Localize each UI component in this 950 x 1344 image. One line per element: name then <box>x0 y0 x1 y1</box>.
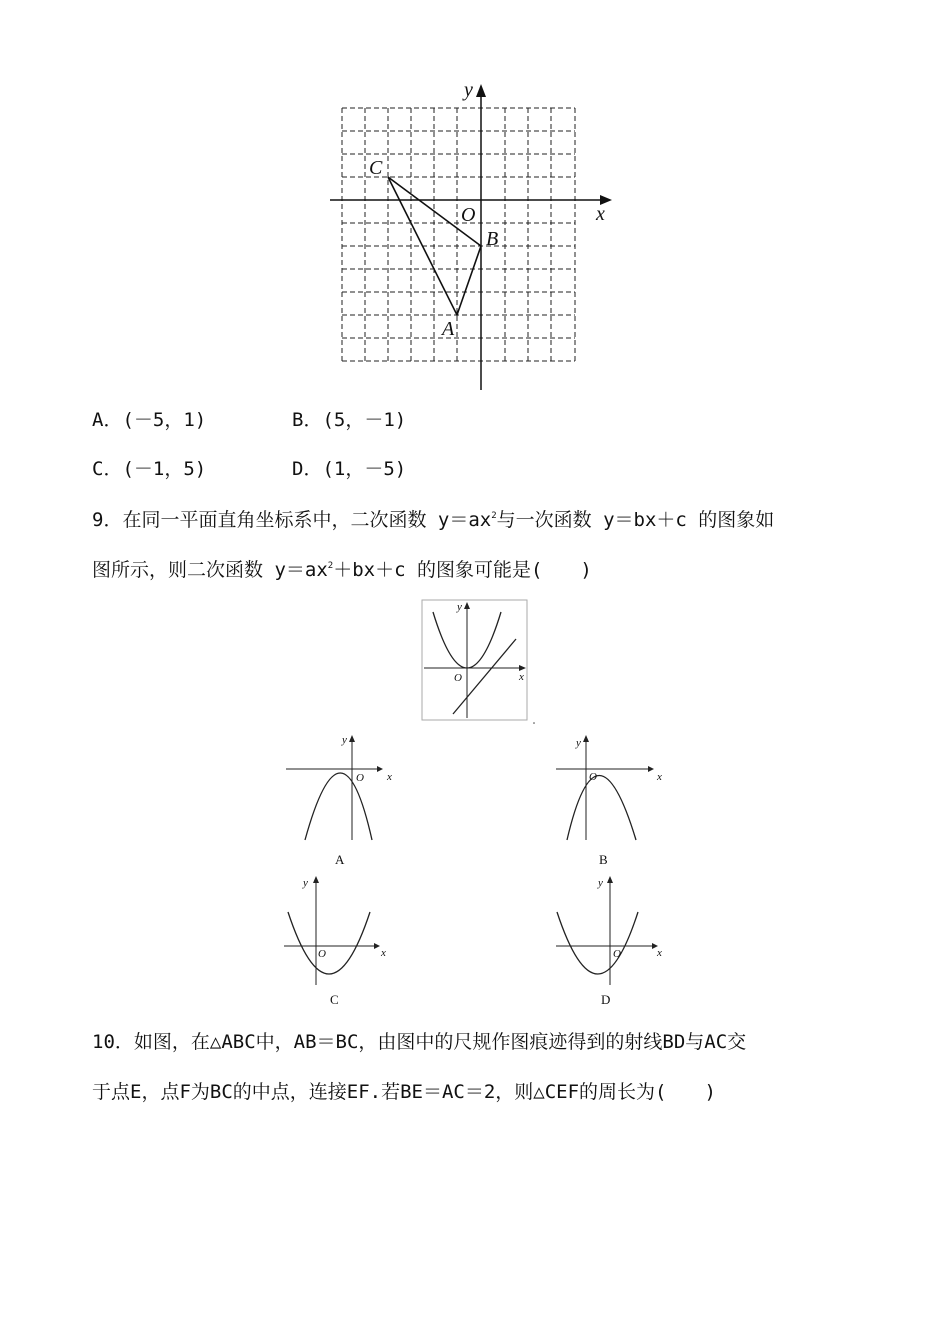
x-axis-arrow-icon <box>648 766 654 772</box>
axis-y-label: y <box>598 877 603 889</box>
y-axis-arrow-icon <box>607 876 613 883</box>
question-10-line-1: 10．如图，在△ABC中，AB＝BC，由图中的尺规作图痕迹得到的射线BD与AC交 <box>92 1031 747 1053</box>
question-9-line-2 <box>92 561 592 580</box>
q9-text-1a: 9．在同一平面直角坐标系中，二次函数 y＝ax <box>92 509 492 531</box>
origin-label: O <box>589 771 597 783</box>
caption-c: C <box>330 992 339 1007</box>
caption-d: D <box>601 992 611 1007</box>
option-a: A．(－5，1) <box>92 409 207 431</box>
question-9-line-1 <box>92 511 774 530</box>
q9-choice-figures <box>270 728 670 1010</box>
y-axis-arrow-icon <box>313 876 319 883</box>
axis-y-label: y <box>342 734 347 746</box>
stray-dot <box>533 722 535 724</box>
q9-exponent-1: 2 <box>491 511 497 521</box>
q9-text-2a: 图所示，则二次函数 y＝ax <box>92 559 328 581</box>
grid-triangle-figure <box>320 75 620 395</box>
y-axis-arrow-icon <box>464 602 470 609</box>
label-c: C <box>369 157 383 179</box>
axis-x-label: x <box>519 671 524 683</box>
x-axis-arrow-icon <box>377 766 383 772</box>
caption-a: A <box>335 852 345 867</box>
label-y: y <box>464 79 473 101</box>
label-origin: O <box>461 204 476 226</box>
given-figure-border <box>422 600 527 720</box>
axis-x-label: x <box>381 947 386 959</box>
q9-text-2b: ＋bx＋c 的图象可能是( ) <box>333 559 592 581</box>
caption-b: B <box>599 852 608 867</box>
parabola-curve <box>557 912 638 974</box>
y-axis-arrow-icon <box>476 84 486 97</box>
axis-y-label: y <box>457 601 462 613</box>
q9-text-1b: 与一次函数 y＝bx＋c 的图象如 <box>496 509 775 531</box>
question-10-line-2: 于点E，点F为BC的中点，连接EF.若BE＝AC＝2，则△CEF的周长为( ) <box>92 1081 716 1103</box>
choice-a-graph <box>286 734 392 867</box>
origin-label: O <box>454 672 462 684</box>
origin-label: O <box>318 948 326 960</box>
y-axis-arrow-icon <box>349 735 355 742</box>
q9-given-figure <box>418 596 538 724</box>
origin-label: O <box>356 772 364 784</box>
option-b: B．(5，－1) <box>292 409 407 431</box>
parabola-curve <box>288 912 370 974</box>
choice-c-graph <box>284 876 386 1007</box>
dashed-grid <box>342 108 575 361</box>
choice-b-graph <box>556 735 662 867</box>
option-d: D．(1，－5) <box>292 458 407 480</box>
parabola-curve <box>567 776 636 841</box>
label-a: A <box>442 318 455 340</box>
y-axis-arrow-icon <box>583 735 589 742</box>
x-axis-arrow-icon <box>374 943 380 949</box>
option-c: C．(－1，5) <box>92 458 207 480</box>
label-x: x <box>596 203 605 225</box>
origin-label: O <box>613 948 621 960</box>
line-graph <box>453 639 516 714</box>
label-b: B <box>486 228 499 250</box>
axis-x-label: x <box>387 771 392 783</box>
q9-exponent-2: 2 <box>327 561 334 571</box>
axis-x-label: x <box>657 771 662 783</box>
axis-x-label: x <box>657 947 662 959</box>
choice-d-graph <box>556 876 662 1007</box>
axis-y-label: y <box>576 737 581 749</box>
axis-y-label: y <box>303 877 308 889</box>
